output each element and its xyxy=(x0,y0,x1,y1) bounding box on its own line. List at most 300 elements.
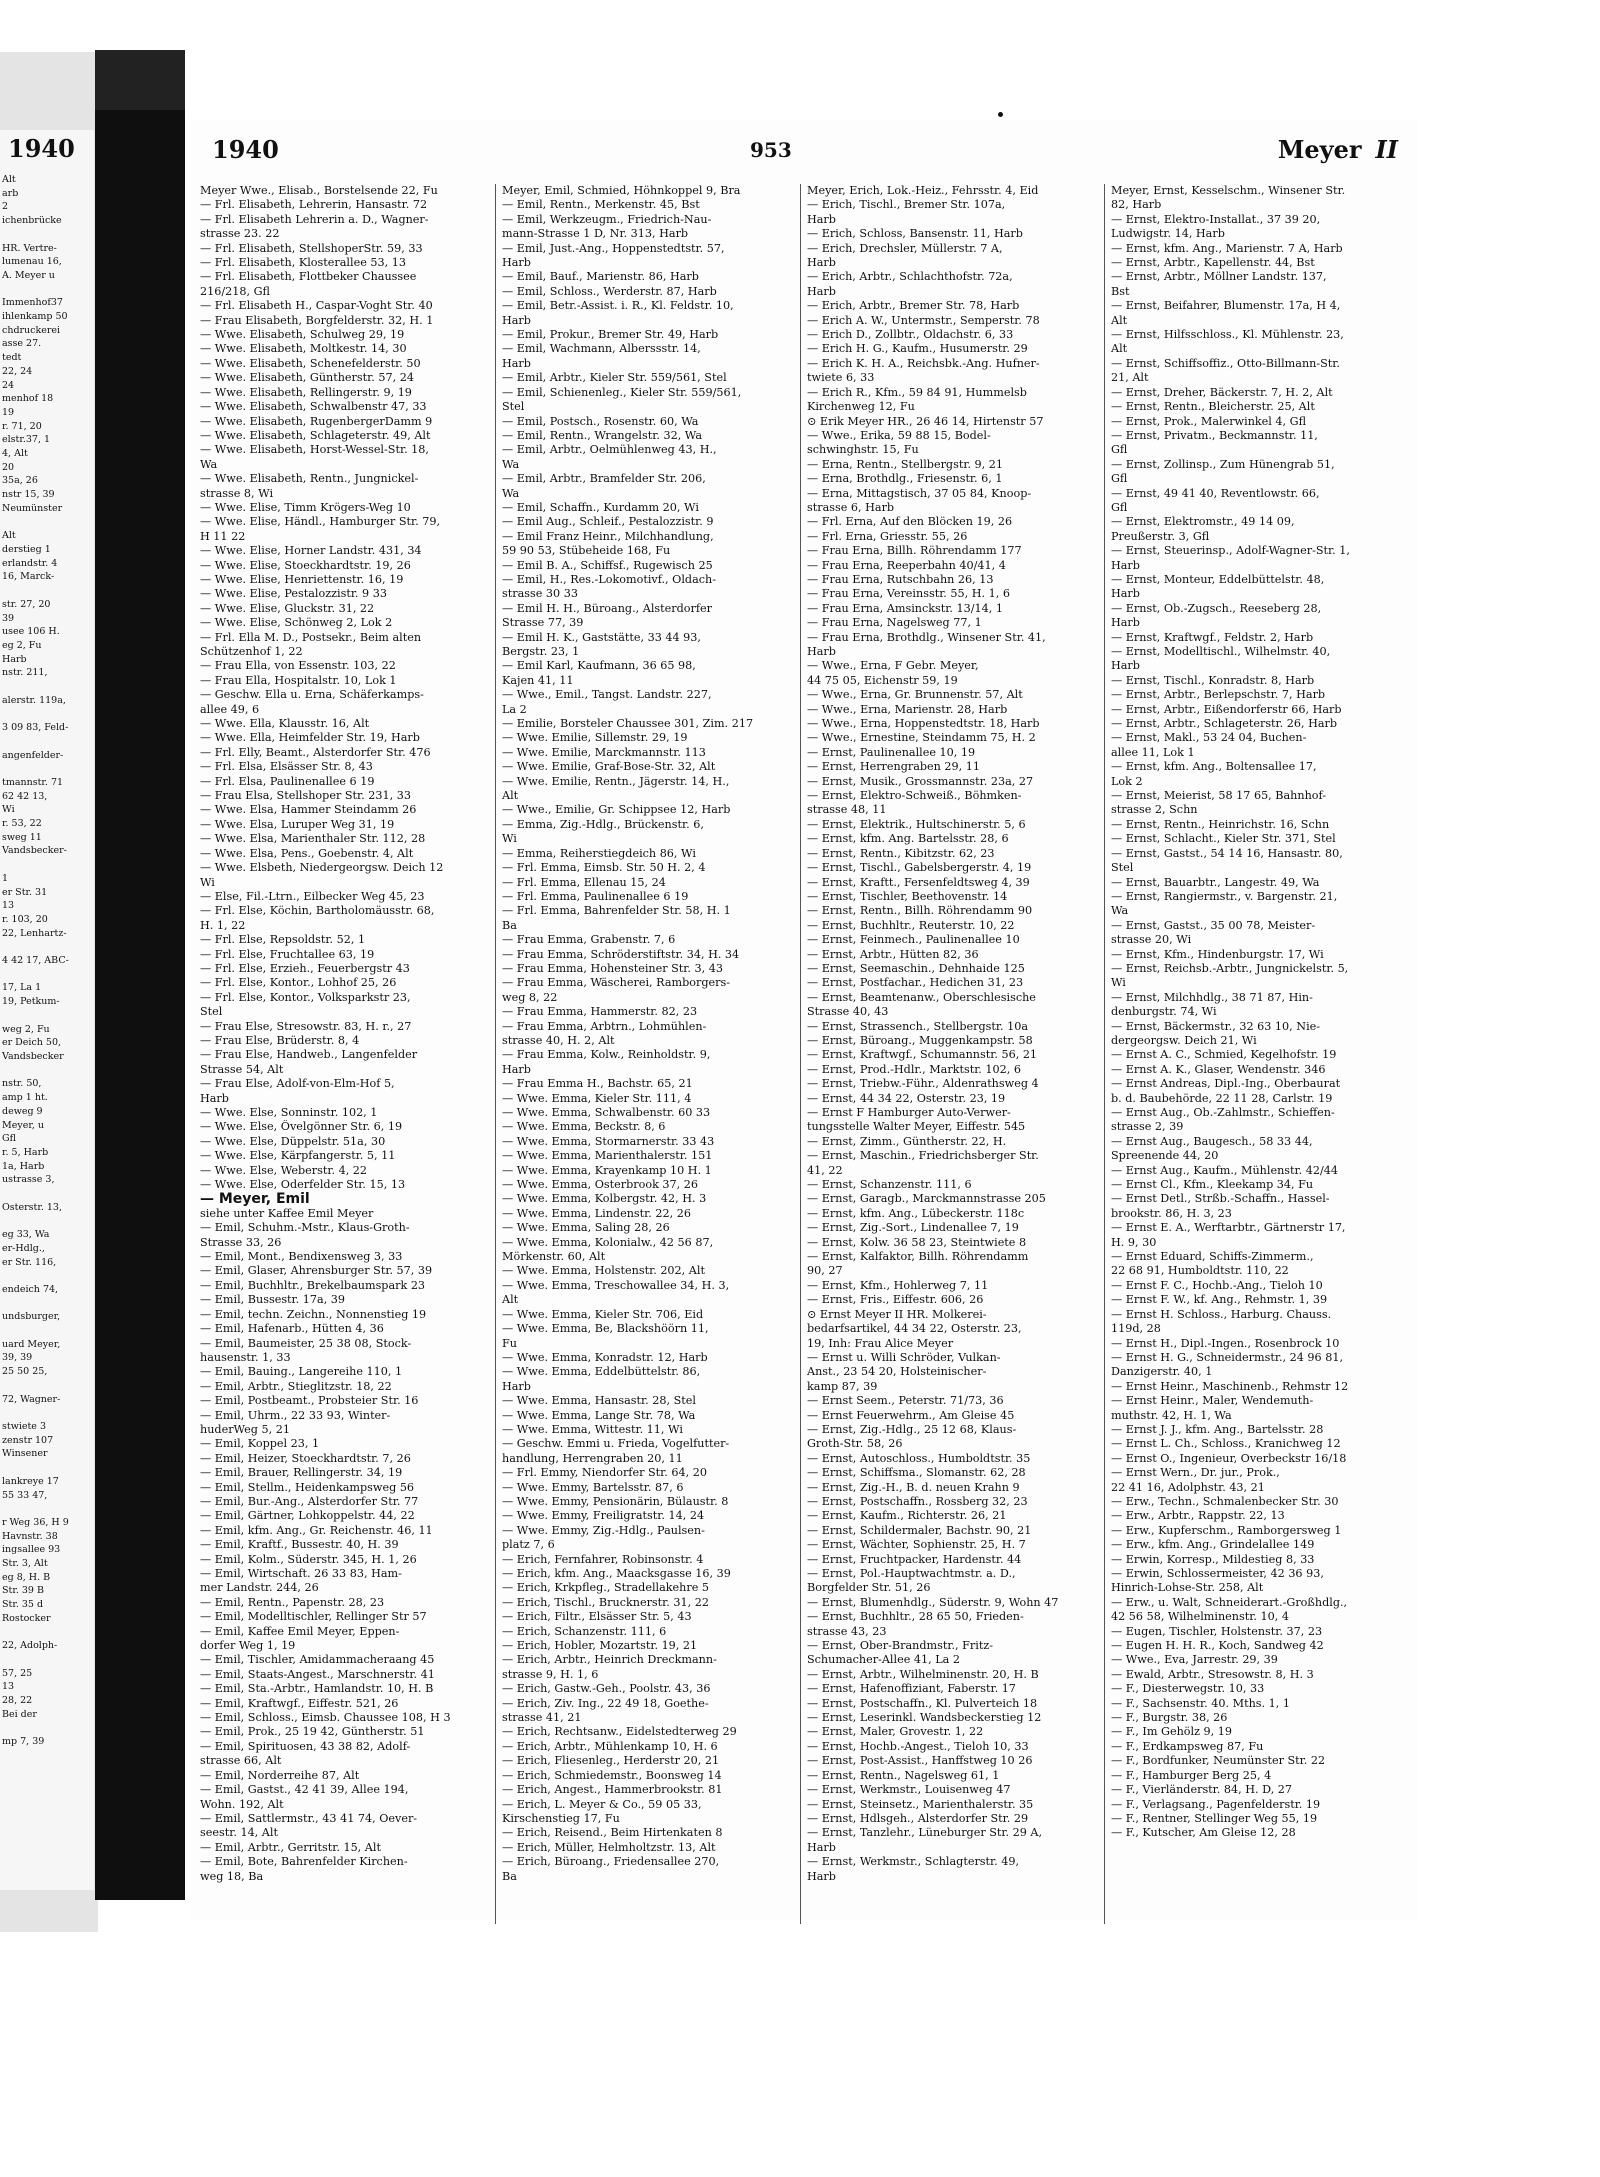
directory-entry-line: — Frl. Elisabeth, StellshoperStr. 59, 33 xyxy=(200,241,423,255)
left-page-line: 19 xyxy=(2,406,15,418)
directory-entry-line: strasse 9, H. 1, 6 xyxy=(502,1667,599,1681)
directory-entry-line: — Wwe. Emma, Kieler Str. 111, 4 xyxy=(502,1091,692,1105)
directory-entry-line: — Ernst, Elektro-Installat., 37 39 20, xyxy=(1111,212,1321,226)
directory-entry-line: — Frl. Ella M. D., Postsekr., Beim alten xyxy=(200,630,422,644)
directory-entry-line: hausenstr. 1, 33 xyxy=(200,1350,291,1364)
left-page-line: 24 xyxy=(2,379,15,391)
directory-entry-line: — Emil, Bur.-Ang., Alsterdorfer Str. 77 xyxy=(200,1494,419,1508)
directory-entry-line: Wa xyxy=(1111,904,1129,918)
left-page-line: r. 53, 22 xyxy=(2,818,42,830)
directory-entry-line: — Emil, Schuhm.-Mstr., Klaus-Groth- xyxy=(200,1221,410,1235)
directory-entry-line: — Erwin, Korresp., Mildestieg 8, 33 xyxy=(1111,1552,1315,1566)
directory-entry-line: dergeorgsw. Deich 21, Wi xyxy=(1111,1033,1257,1047)
directory-entry-line: — Ernst, Herrengraben 29, 11 xyxy=(807,760,981,774)
directory-entry-line: Spreenende 44, 20 xyxy=(1111,1149,1219,1163)
directory-entry-line: — Emil, Arbtr., Stieglitzstr. 18, 22 xyxy=(200,1379,392,1393)
directory-entry-line: — Erich, Filtr., Elsässer Str. 5, 43 xyxy=(502,1610,692,1624)
directory-entry-line: — Wwe. Else, Kärpfangerstr. 5, 11 xyxy=(200,1149,396,1163)
directory-entry-line: — Ernst, Rentn., Billh. Röhrendamm 90 xyxy=(807,904,1033,918)
left-page-line: Gfl xyxy=(2,1133,16,1145)
directory-entry-line: — Ernst, Zig.-Sort., Lindenallee 7, 19 xyxy=(807,1221,1019,1235)
directory-entry-line: — Wwe. Elisabeth, RugenbergerDamm 9 xyxy=(200,414,433,428)
directory-entry-line: — Frau Erna, Billh. Röhrendamm 177 xyxy=(807,544,1022,558)
directory-entry-line: — Ernst F Hamburger Auto-Verwer- xyxy=(807,1106,1011,1119)
directory-entry-line: — F., Bordfunker, Neumünster Str. 22 xyxy=(1111,1754,1326,1768)
directory-entry-line: Hinrich-Lohse-Str. 258, Alt xyxy=(1111,1581,1264,1595)
left-page-line xyxy=(0,1379,94,1393)
left-page-line xyxy=(0,1064,94,1078)
left-page-line: eg 2, Fu xyxy=(2,639,42,651)
directory-entry-line: — Emil, techn. Zeichn., Nonnenstieg 19 xyxy=(200,1307,427,1321)
left-page-line xyxy=(0,680,94,694)
directory-entry-line: — Wwe. Emilie, Graf-Bose-Str. 32, Alt xyxy=(502,760,716,774)
left-page-line: Harb xyxy=(2,653,27,665)
directory-entry-line: — Frl. Else, Köchin, Bartholomäusstr. 68, xyxy=(200,904,435,918)
directory-entry-line: H. 1, 22 xyxy=(200,918,246,932)
directory-entry-line: — Emil, Rentn., Wrangelstr. 32, Wa xyxy=(502,428,702,442)
directory-entry-line: — Wwe. Elise, Gluckstr. 31, 22 xyxy=(200,601,375,615)
directory-entry-line: — Ewald, Arbtr., Stresowstr. 8, H. 3 xyxy=(1111,1667,1314,1681)
directory-entry-line: — Ernst, Büroang., Muggenkampstr. 58 xyxy=(807,1033,1033,1047)
directory-entry-line: — Ernst u. Willi Schröder, Vulkan- xyxy=(807,1350,1001,1364)
directory-entry-line: — Wwe. Emma, Wittestr. 11, Wi xyxy=(502,1422,683,1436)
directory-entry-line: — Ernst, Schiffsma., Slomanstr. 62, 28 xyxy=(807,1466,1026,1480)
directory-entry-line: — F., Diesterwegstr. 10, 33 xyxy=(1111,1682,1265,1696)
left-page-line: 22, Lenhartz- xyxy=(2,927,67,939)
directory-entry-line: — Wwe. Emmy, Bartelsstr. 87, 6 xyxy=(502,1480,684,1494)
directory-entry-line: strasse 30 33 xyxy=(502,587,578,601)
directory-entry-line: — Emil Franz Heinr., Milchhandlung, xyxy=(502,529,714,543)
left-page-line: 17, La 1 xyxy=(2,982,42,994)
directory-entry-line: — Wwe. Emilie, Rentn., Jägerstr. 14, H., xyxy=(502,774,730,788)
directory-entry-line: — Ernst, Kfm., Hohlerweg 7, 11 xyxy=(807,1278,989,1292)
directory-entry-line: — F., Vierländerstr. 84, H. D, 27 xyxy=(1111,1783,1293,1797)
directory-entry-line: — Wwe. Elise, Horner Landstr. 431, 34 xyxy=(200,544,422,558)
directory-entry-line: — Frau Else, Stresowstr. 83, H. r., 27 xyxy=(200,1019,412,1033)
directory-entry-line: — Ernst, kfm. Ang., Lübeckerstr. 118c xyxy=(807,1206,1025,1220)
left-page-line xyxy=(0,735,94,749)
left-page-line: 39, 39 xyxy=(2,1352,33,1364)
directory-entry-line: Ba xyxy=(502,918,517,932)
directory-entry-line: — Ernst, Postschaffn., Rossberg 32, 23 xyxy=(807,1494,1028,1508)
directory-entry-line: — Frl. Emma, Bahrenfelder Str. 58, H. 1 xyxy=(502,904,731,918)
directory-entry-line: — Wwe. Elsa, Hammer Steindamm 26 xyxy=(200,803,417,817)
directory-entry-line: — Ernst, Kraftwgf., Feldstr. 2, Harb xyxy=(1111,630,1314,644)
left-page-line: 25 50 25, xyxy=(2,1366,48,1378)
left-page-line: nstr. 50, xyxy=(2,1078,42,1090)
directory-entry-line: Wi xyxy=(502,832,517,846)
left-page-line xyxy=(0,1461,94,1475)
directory-entry-line: Gfl xyxy=(1111,472,1128,486)
directory-entry-line: — Ernst, Tanzlehr., Lüneburger Str. 29 A, xyxy=(807,1826,1043,1840)
directory-entry-line: — Ernst, Steinsetz., Marienthalerstr. 35 xyxy=(807,1797,1034,1811)
left-page-line xyxy=(0,707,94,721)
left-page-header: 1940 xyxy=(8,134,75,163)
directory-entry-line: Wa xyxy=(502,457,520,471)
directory-entry-line: strasse 41, 21 xyxy=(502,1711,582,1725)
directory-entry-line: — Wwe. Elsa, Marienthaler Str. 112, 28 xyxy=(200,832,426,846)
directory-entry-line: — Erna, Brothdlg., Friesenstr. 6, 1 xyxy=(807,472,1003,486)
directory-entry-line: — Frau Else, Adolf-von-Elm-Hof 5, xyxy=(200,1077,395,1091)
left-page-line: zenstr 107 xyxy=(2,1434,54,1446)
left-page-line: ihlenkamp 50 xyxy=(2,311,68,323)
directory-entry-line: — Emil, Bussestr. 17a, 39 xyxy=(200,1293,346,1307)
directory-entry-line: — Emil, Uhrm., 22 33 93, Winter- xyxy=(200,1408,391,1422)
directory-entry-line: kamp 87, 39 xyxy=(807,1379,878,1393)
directory-entry-line: — Ernst, Post-Assist., Hanffstweg 10 26 xyxy=(807,1754,1033,1768)
directory-entry-line: — Emil, Heizer, Stoeckhardtstr. 7, 26 xyxy=(200,1451,411,1465)
directory-entry-line: — Ernst, Musik., Grossmannstr. 23a, 27 xyxy=(807,774,1034,788)
left-page-line: Alt xyxy=(2,174,16,185)
directory-entry-line: — Ernst, 49 41 40, Reventlowstr. 66, xyxy=(1111,486,1320,500)
directory-entry-line: muthstr. 42, H. 1, Wa xyxy=(1111,1408,1232,1422)
directory-entry-line: — Ernst, Privatm., Beckmannstr. 11, xyxy=(1111,428,1318,442)
left-page-line: 13 xyxy=(2,1681,15,1693)
directory-entry-line: — Eugen, Tischler, Holstenstr. 37, 23 xyxy=(1111,1624,1323,1638)
directory-entry-line: — F., Sachsenstr. 40. Mths. 1, 1 xyxy=(1111,1696,1290,1710)
left-page-line: Winsener xyxy=(2,1448,48,1460)
left-page-line: amp 1 ht. xyxy=(2,1092,48,1104)
left-page-line: 1 xyxy=(2,872,9,884)
directory-entry-line: Strasse 54, Alt xyxy=(200,1062,284,1076)
directory-entry-line: — Ernst, Buchhltr., 28 65 50, Frieden- xyxy=(807,1610,1024,1624)
directory-entry-line: La 2 xyxy=(502,702,527,716)
directory-entry-line: — Ernst, Prod.-Hdlr., Marktstr. 102, 6 xyxy=(807,1062,1022,1076)
directory-entry-line: — Emil, Schloss., Eimsb. Chaussee 108, H 3 xyxy=(200,1711,451,1725)
directory-entry-line: — Wwe. Emmy, Pensionärin, Bülaustr. 8 xyxy=(502,1494,729,1508)
directory-entry-line: — F., Verlagsang., Pagenfelderstr. 19 xyxy=(1111,1797,1321,1811)
directory-entry-line: — Ernst, Ob.-Zugsch., Reeseberg 28, xyxy=(1111,601,1322,615)
directory-entry-line: — Emil, Tischler, Amidammacheraang 45 xyxy=(200,1653,435,1667)
directory-entry-line: — Ernst, Schlacht., Kieler Str. 371, Stel xyxy=(1111,832,1336,846)
directory-entry-line: — Wwe., Erna, Marienstr. 28, Harb xyxy=(807,702,1008,716)
directory-entry-line: — Geschw. Emmi u. Frieda, Vogelfutter- xyxy=(502,1437,730,1451)
directory-entry-line: Borgfelder Str. 51, 26 xyxy=(807,1581,931,1595)
directory-entry-line: — Frl. Else, Kontor., Lohhof 25, 26 xyxy=(200,976,397,990)
directory-entry-line: — Erich, Müller, Helmholtzstr. 13, Alt xyxy=(502,1840,716,1854)
directory-entry-line: — Ernst, Buchhltr., Reuterstr. 10, 22 xyxy=(807,918,1015,932)
directory-entry-line: — Frl. Else, Repsoldstr. 52, 1 xyxy=(200,933,366,947)
directory-entry-line: — Frl. Erna, Auf den Blöcken 19, 26 xyxy=(807,515,1013,529)
left-page-line: Str. 39 B xyxy=(2,1585,44,1597)
directory-entry-line: — Wwe., Emil., Tangst. Landstr. 227, xyxy=(502,688,712,702)
directory-entry-line: 42 56 58, Wilhelminenstr. 10, 4 xyxy=(1111,1610,1289,1624)
directory-entry-line: — Ernst, Bäckermstr., 32 63 10, Nie- xyxy=(1111,1019,1321,1033)
directory-entry-line: — Ernst, Arbtr., Wilhelminenstr. 20, H. B xyxy=(807,1667,1039,1681)
directory-entry-line: — Ernst, Kolw. 36 58 23, Steintwiete 8 xyxy=(807,1235,1027,1249)
directory-entry-line: — Wwe. Ella, Heimfelder Str. 19, Harb xyxy=(200,731,420,745)
directory-entry-line: Wi xyxy=(200,875,215,889)
column-rule xyxy=(800,184,801,1924)
page-year: 1940 xyxy=(212,135,279,164)
directory-entry-line: mann-Strasse 1 D, Nr. 313, Harb xyxy=(502,227,689,241)
directory-entry-line: — Frau Emma H., Bachstr. 65, 21 xyxy=(502,1077,693,1091)
directory-entry-line: — Wwe. Emma, Konradstr. 12, Harb xyxy=(502,1350,708,1364)
directory-entry-line: — Frau Elisabeth, Borgfelderstr. 32, H. 1 xyxy=(200,313,434,327)
directory-entry-line: seestr. 14, Alt xyxy=(200,1826,278,1840)
directory-entry-line: — Emil, Stellm., Heidenkampsweg 56 xyxy=(200,1480,415,1494)
directory-entry-line: — Erich H. G., Kaufm., Husumerstr. 29 xyxy=(807,342,1028,356)
left-page-line: tedt xyxy=(2,352,22,364)
directory-entry-line: — Erwin, Schlossermeister, 42 36 93, xyxy=(1111,1567,1324,1580)
directory-entry-line: Harb xyxy=(1111,616,1140,630)
directory-entry-line: — Ernst, Rentn., Nagelsweg 61, 1 xyxy=(807,1768,1000,1782)
directory-entry-line: — Ernst, Blumenhdlg., Süderstr. 9, Wohn 47 xyxy=(807,1595,1059,1609)
left-page-line: weg 2, Fu xyxy=(2,1023,50,1035)
directory-entry-line: — Emil, H., Res.-Lokomotivf., Oldach- xyxy=(502,572,716,586)
left-page-line: angenfelder- xyxy=(2,749,64,761)
directory-entry-line: — Ernst, Makl., 53 24 04, Buchen- xyxy=(1111,731,1307,745)
directory-entry-line: — Frl. Emma, Paulinenallee 6 19 xyxy=(502,889,689,903)
directory-entry-line: strasse 23. 22 xyxy=(200,227,280,241)
directory-entry-line: — Wwe. Elisabeth, Rentn., Jungnickel- xyxy=(200,472,419,486)
directory-entry-line: — Erich, Tischl., Brucknerstr. 31, 22 xyxy=(502,1595,709,1609)
directory-entry-line: — Ernst, Schanzenstr. 111, 6 xyxy=(807,1178,972,1192)
left-page-line xyxy=(0,1502,94,1516)
left-page-line: undsburger, xyxy=(2,1311,61,1323)
directory-entry-line: 119d, 28 xyxy=(1111,1322,1161,1336)
directory-entry-line: — Ernst E. A., Werftarbtr., Gärtnerstr 17, xyxy=(1111,1221,1346,1235)
directory-entry-line: — Erich D., Zollbtr., Oldachstr. 6, 33 xyxy=(807,328,1014,342)
directory-entry-line: — Frl. Emma, Ellenau 15, 24 xyxy=(502,875,666,889)
directory-entry-line: — Ernst, Schiffsoffiz., Otto-Billmann-Str. xyxy=(1111,356,1340,370)
directory-entry-line: — Emil, Postsch., Rosenstr. 60, Wa xyxy=(502,414,699,428)
directory-entry-line: — Frau Emma, Hammerstr. 82, 23 xyxy=(502,1005,698,1019)
directory-entry-line: — Ernst, Fris., Eiffestr. 606, 26 xyxy=(807,1293,984,1307)
directory-entry-line: — Ernst H. Schloss., Harburg. Chauss. xyxy=(1111,1307,1332,1321)
directory-entry-line: — Frau Erna, Vereinsstr. 55, H. 1, 6 xyxy=(807,587,1010,601)
directory-entry-line: — Frl. Elisabeth Lehrerin a. D., Wagner- xyxy=(200,212,429,226)
directory-entry-line: — Erich, Büroang., Friedensallee 270, xyxy=(502,1855,720,1869)
directory-entry-line: Harb xyxy=(807,284,836,298)
directory-entry-line: — Ernst, Meierist, 58 17 65, Bahnhof- xyxy=(1111,789,1327,803)
directory-entry-line: H. 9, 30 xyxy=(1111,1235,1157,1249)
directory-entry-line: Danzigerstr. 40, 1 xyxy=(1111,1365,1213,1379)
left-page-line: 3 09 83, Feld- xyxy=(2,722,69,734)
directory-entry-line: — Ernst, Beamtenanw., Oberschlesische xyxy=(807,990,1036,1004)
column-rule xyxy=(1104,184,1105,1924)
left-page-line: menhof 18 xyxy=(2,393,54,405)
directory-entry-line: — Ernst Seem., Peterstr. 71/73, 36 xyxy=(807,1394,1004,1408)
directory-entry-line: — Wwe. Else, Weberstr. 4, 22 xyxy=(200,1163,368,1177)
directory-entry-line: — Erw., Kupferschm., Ramborgersweg 1 xyxy=(1111,1523,1342,1537)
directory-entry-line: — Wwe. Emma, Krayenkamp 10 H. 1 xyxy=(502,1163,712,1177)
left-page-line: chdruckerei xyxy=(2,324,61,336)
directory-entry-line: — Wwe. Elisabeth, Schlageterstr. 49, Alt xyxy=(200,428,431,442)
left-page-line: ingsallee 93 xyxy=(2,1544,61,1556)
left-page-line: r. 103, 20 xyxy=(2,913,48,925)
directory-entry-line: — Ernst Aug., Baugesch., 58 33 44, xyxy=(1111,1134,1313,1148)
directory-entry-line: — Wwe. Emma, Lindenstr. 22, 26 xyxy=(502,1206,691,1220)
left-page-line: r Weg 36, H 9 xyxy=(2,1516,69,1528)
directory-entry-line: — Frau Emma, Hohensteiner Str. 3, 43 xyxy=(502,961,723,975)
directory-entry-line: — Ernst J. J., kfm. Ang., Bartelsstr. 28 xyxy=(1111,1422,1324,1436)
directory-entry-line: — Wwe., Erika, 59 88 15, Bodel- xyxy=(807,428,991,442)
directory-entry-line: — Frl. Elisabeth, Flottbeker Chaussee xyxy=(200,270,417,284)
directory-entry-line: — F., Rentner, Stellinger Weg 55, 19 xyxy=(1111,1811,1318,1825)
directory-entry-line: — Wwe. Emma, Be, Blackshöörn 11, xyxy=(502,1322,709,1336)
directory-entry-line: 19, Inh: Frau Alice Meyer xyxy=(807,1336,954,1350)
directory-entry-line: — Emil, Kraftwgf., Eiffestr. 521, 26 xyxy=(200,1696,399,1710)
directory-entry-line: — Eugen H. H. R., Koch, Sandweg 42 xyxy=(1111,1639,1324,1653)
directory-entry-line: Kajen 41, 11 xyxy=(502,673,574,687)
left-page-line: 57, 25 xyxy=(2,1667,33,1679)
left-page-line: 2 xyxy=(2,201,9,213)
left-page-line: sweg 11 xyxy=(2,831,42,843)
directory-entry-line: Wi xyxy=(1111,976,1126,990)
directory-entry-line: ⊙ Erik Meyer HR., 26 46 14, Hirtenstr 57 xyxy=(807,414,1044,428)
directory-entry-line: — Erich, kfm. Ang., Maacksgasse 16, 39 xyxy=(502,1567,731,1580)
directory-entry-line: — Ernst, Rentn., Bleicherstr. 25, Alt xyxy=(1111,400,1315,414)
directory-entry-line: H 11 22 xyxy=(200,529,246,543)
directory-entry-line: — Ernst, Werkmstr., Louisenweg 47 xyxy=(807,1783,1011,1797)
directory-entry-line: Harb xyxy=(807,212,836,226)
directory-entry-line: — Ernst Heinr., Maler, Wendemuth- xyxy=(1111,1394,1314,1408)
directory-entry-line: — Wwe. Emma, Holstenstr. 202, Alt xyxy=(502,1264,705,1278)
directory-entry-line: — Emil, Wirtschaft. 26 33 83, Ham- xyxy=(200,1567,402,1580)
left-page-line: Meyer, u xyxy=(2,1119,44,1131)
directory-entry-line: — Emil, Norderreihe 87, Alt xyxy=(200,1768,360,1782)
directory-entry-line: — Ernst, Triebw.-Führ., Aldenrathsweg 4 xyxy=(807,1077,1039,1091)
directory-entry-line: — Else, Fil.-Ltrn., Eilbecker Weg 45, 23 xyxy=(200,889,425,903)
directory-entry-line: strasse 2, Schn xyxy=(1111,803,1198,817)
left-page-line: Immenhof37 xyxy=(2,297,63,309)
directory-entry-line: — Ernst, Seemaschin., Dehnhaide 125 xyxy=(807,961,1025,975)
directory-entry-line: strasse 2, 39 xyxy=(1111,1120,1184,1134)
left-page-line xyxy=(0,584,94,598)
directory-entry-line: — Wwe. Emma, Saling 28, 26 xyxy=(502,1221,670,1235)
directory-entry-line: — Emil, Prokur., Bremer Str. 49, Harb xyxy=(502,328,719,342)
directory-entry-line: — Frau Erna, Brothdlg., Winsener Str. 41, xyxy=(807,630,1046,644)
directory-entry-line: — Wwe. Else, Övelgönner Str. 6, 19 xyxy=(200,1120,403,1134)
directory-entry-line: Harb xyxy=(502,356,531,370)
directory-entry-line: Strasse 77, 39 xyxy=(502,616,584,630)
directory-entry-line: — Ernst, Zig.-H., B. d. neuen Krahn 9 xyxy=(807,1480,1020,1494)
directory-entry-line: — Ernst, Kfm., Hindenburgstr. 17, Wi xyxy=(1111,947,1324,961)
directory-entry-line: — Ernst, Kraftwgf., Schumannstr. 56, 21 xyxy=(807,1048,1038,1062)
directory-entry-line: — Erich, Schloss, Bansenstr. 11, Harb xyxy=(807,227,1023,241)
directory-entry-line: allee 11, Lok 1 xyxy=(1111,745,1195,759)
left-page-line: Str. 3, Alt xyxy=(2,1558,48,1570)
directory-entry-line: — Wwe. Elise, Stoeckhardtstr. 19, 26 xyxy=(200,558,411,572)
directory-entry-line: — Ernst, Reichsb.-Arbtr., Jungnickelstr. 5, xyxy=(1111,961,1349,975)
directory-entry-line: Lok 2 xyxy=(1111,774,1143,788)
left-page-line: r. 5, Harb xyxy=(2,1146,49,1158)
left-page-line: 22, 24 xyxy=(2,365,33,377)
directory-entry-line: Harb xyxy=(1111,587,1140,601)
left-page-line: 20 xyxy=(2,461,15,473)
directory-entry-line: — Erich A. W., Untermstr., Semperstr. 78 xyxy=(807,313,1040,327)
left-page-line xyxy=(0,1406,94,1420)
directory-entry-line: — Emil, Bote, Bahrenfelder Kirchen- xyxy=(200,1855,408,1869)
directory-entry-line: denburgstr. 74, Wi xyxy=(1111,1005,1217,1019)
directory-entry-line: — Emilie, Borsteler Chaussee 301, Zim. 217 xyxy=(502,717,754,731)
directory-entry-line: — Erich, Fliesenleg., Herderstr 20, 21 xyxy=(502,1754,720,1768)
directory-entry-line: — F., Hamburger Berg 25, 4 xyxy=(1111,1768,1272,1782)
directory-entry-line: — Ernst, Arbtr., Eißendorferstr 66, Harb xyxy=(1111,702,1342,716)
directory-entry-line: — Ernst, Beifahrer, Blumenstr. 17a, H 4, xyxy=(1111,299,1341,313)
directory-entry-line: — Wwe., Emilie, Gr. Schippsee 12, Harb xyxy=(502,803,731,817)
directory-entry-line: — Ernst, Arbtr., Kapellenstr. 44, Bst xyxy=(1111,256,1315,270)
directory-entry-line: Wohn. 192, Alt xyxy=(200,1797,284,1811)
directory-entry-line: — Frl. Elsa, Paulinenallee 6 19 xyxy=(200,774,375,788)
directory-entry-line: — Frl. Elly, Beamt., Alsterdorfer Str. 476 xyxy=(200,745,431,759)
directory-entry-line: Ba xyxy=(502,1869,517,1883)
directory-entry-line: Strasse 40, 43 xyxy=(807,1005,889,1019)
directory-entry-line: — Emil, Gastst., 42 41 39, Allee 194, xyxy=(200,1783,409,1797)
directory-entry-line: — Ernst, Kaufm., Richterstr. 26, 21 xyxy=(807,1509,1007,1523)
directory-entry-line: — Ernst, Elektrik., Hultschinerstr. 5, 6 xyxy=(807,817,1026,831)
directory-entry-line: Alt xyxy=(502,789,519,803)
directory-entry-line: strasse 43, 23 xyxy=(807,1624,887,1638)
directory-entry-line: bedarfsartikel, 44 34 22, Osterstr. 23, xyxy=(807,1322,1022,1336)
directory-entry-line: — Ernst, Leserinkl. Wandsbeckerstieg 12 xyxy=(807,1711,1042,1725)
directory-entry-line: weg 8, 22 xyxy=(502,990,558,1004)
page-header xyxy=(190,135,1418,167)
directory-entry-line: — Emil, Buchhltr., Brekelbaumspark 23 xyxy=(200,1278,426,1292)
directory-entry-line: — Erich, Arbtr., Bremer Str. 78, Harb xyxy=(807,299,1020,313)
directory-entry-line: — Ernst, Fruchtpacker, Hardenstr. 44 xyxy=(807,1552,1022,1566)
directory-entry-line: — Emil, Sattlermstr., 43 41 74, Oever- xyxy=(200,1811,418,1825)
directory-entry-line: — Ernst, Arbtr., Möllner Landstr. 137, xyxy=(1111,270,1327,284)
directory-entry-line: — Ernst Heinr., Maschinenb., Rehmstr 12 xyxy=(1111,1379,1349,1393)
left-page-line: 4 42 17, ABC- xyxy=(2,955,69,967)
column-1 xyxy=(200,184,492,1924)
directory-entry-line: — Emil, Mont., Bendixensweg 3, 33 xyxy=(200,1250,403,1264)
directory-entry-line: Harb xyxy=(1111,659,1140,673)
directory-entry-line: — Frau Else, Brüderstr. 8, 4 xyxy=(200,1033,360,1047)
directory-entry-line: — Frau Erna, Reeperbahn 40/41, 4 xyxy=(807,558,1006,572)
directory-entry-line: Schützenhof 1, 22 xyxy=(200,645,303,658)
directory-entry-line: — Erw., u. Walt, Schneiderart.-Großhdlg., xyxy=(1111,1595,1348,1609)
directory-entry-line: — Wwe. Elsbeth, Niedergeorgsw. Deich 12 xyxy=(200,861,444,875)
left-page-line: lankreye 17 xyxy=(2,1475,59,1487)
directory-entry-line: — Emil, Schienenleg., Kieler Str. 559/561, xyxy=(502,385,742,399)
directory-entry-line: — Wwe. Emilie, Marckmannstr. 113 xyxy=(502,745,706,759)
directory-entry-line: platz 7, 6 xyxy=(502,1538,555,1552)
directory-entry-line: — Frl. Else, Erzieh., Feuerbergstr 43 xyxy=(200,961,410,975)
directory-entry-line: — Emil, Hafenarb., Hütten 4, 36 xyxy=(200,1322,384,1336)
directory-entry-line: — Ernst A. C., Schmied, Kegelhofstr. 19 xyxy=(1111,1048,1337,1062)
left-page-line: Alt xyxy=(2,530,16,542)
directory-entry-line: — Wwe., Eva, Jarrestr. 29, 39 xyxy=(1111,1653,1278,1667)
left-page-line xyxy=(0,1187,94,1201)
directory-entry-line: — Ernst, Arbtr., Berlepschstr. 7, Harb xyxy=(1111,688,1326,702)
directory-entry-line: — Wwe. Emmy, Freiligratstr. 14, 24 xyxy=(502,1509,705,1523)
directory-entry-line: — Emil, Schloss., Werderstr. 87, Harb xyxy=(502,284,717,298)
left-page-line: r. 71, 20 xyxy=(2,420,42,432)
directory-entry-line: — Wwe. Emma, Lange Str. 78, Wa xyxy=(502,1408,696,1422)
directory-entry-line: — Ernst, Kraftt., Fersenfeldtsweg 4, 39 xyxy=(807,875,1030,889)
directory-entry-line: — Ernst, Tischler, Beethovenstr. 14 xyxy=(807,889,1008,903)
directory-entry-line: — Ernst, Milchhdlg., 38 71 87, Hin- xyxy=(1111,990,1313,1004)
left-page-line: 13 xyxy=(2,900,15,912)
left-page-line: 28, 22 xyxy=(2,1695,33,1707)
directory-entry-line: — Erich, Reisend., Beim Hirtenkaten 8 xyxy=(502,1826,723,1840)
directory-entry-line: — Erich, Arbtr., Heinrich Dreckmann- xyxy=(502,1653,717,1667)
directory-entry-line: strasse 66, Alt xyxy=(200,1754,282,1768)
directory-entry-line: — Emil, Bauf., Marienstr. 86, Harb xyxy=(502,270,699,284)
print-mark xyxy=(998,112,1003,117)
directory-entry-line: — Erich, Ziv. Ing., 22 49 18, Goethe- xyxy=(502,1696,709,1710)
directory-entry-line: 41, 22 xyxy=(807,1163,843,1177)
directory-entry-line: Harb xyxy=(502,1379,531,1393)
directory-entry-line: — Wwe. Emma, Stormarnerstr. 33 43 xyxy=(502,1134,715,1148)
left-page-line xyxy=(0,968,94,982)
directory-entry-line: — Emil, Arbtr., Gerritstr. 15, Alt xyxy=(200,1840,381,1854)
directory-entry-line: — Wwe. Elise, Henriettenstr. 16, 19 xyxy=(200,572,404,586)
left-page-line: 62 42 13, xyxy=(2,790,48,802)
